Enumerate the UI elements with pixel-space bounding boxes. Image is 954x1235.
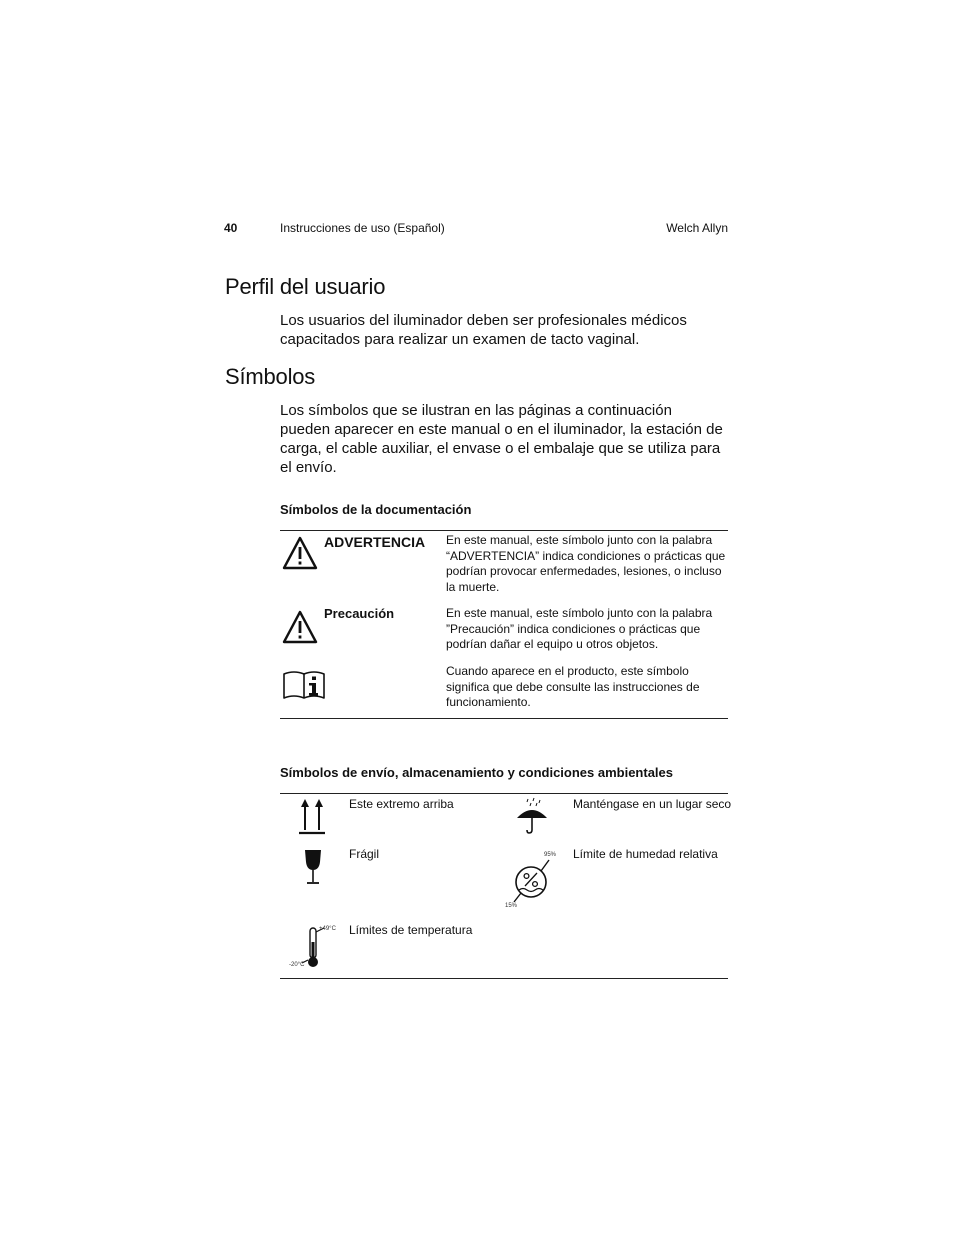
table-top-rule [280,530,728,531]
running-header-brand: Welch Allyn [666,221,728,235]
section-title-symbols: Símbolos [225,364,316,389]
this-way-up-icon [298,798,326,836]
shipping-table-bottom-rule [280,978,728,979]
fragile-label: Frágil [349,847,380,861]
humidity-label: Límite de humedad relativa [573,847,718,861]
this-way-up-label: Este extremo arriba [349,797,454,811]
warning-description: En este manual, este símbolo junto con la palabra “ADVERTENCIA” indica condiciones o prácticas que podrían provocar enfermedades, lesiones, o incluso la muerte. [446,533,726,594]
symbols-paragraph: Los símbolos que se ilustran en las páginas a continuación pueden aparecer en este manual o en el iluminador, la estación de carga, el cable auxiliar, el envase o el embalaje que se utiliza para el envío. [280,402,723,476]
running-header-title: Instrucciones de uso (Español) [280,221,445,235]
caution-triangle-icon [282,609,318,645]
consult-instructions-icon [282,668,326,702]
caution-label: Precaución [324,606,395,621]
temperature-upper-limit: +49°C [319,926,336,932]
shipping-symbols-heading: Símbolos de envío, almacenamiento y condiciones ambientales [280,765,674,780]
temperature-lower-limit: -20°C [289,962,305,968]
umbrella-icon [515,797,549,835]
consult-instructions-description: Cuando aparece en el producto, este símbolo significa que debe consulte las instrucciones de funcionamiento. [446,664,700,709]
section-title-user-profile: Perfil del usuario [225,274,386,299]
table-bottom-rule [280,718,728,719]
fragile-glass-icon [302,848,324,886]
temperature-label: Límites de temperatura [349,923,473,937]
caution-description: En este manual, este símbolo junto con la palabra ”Precaución” indica condiciones o prácticas que podrían dañar el equipo u otros objetos. [446,606,713,651]
page-number: 40 [224,221,238,235]
humidity-upper-limit: 95% [544,852,557,858]
humidity-lower-limit: 15% [505,903,518,909]
warning-triangle-icon [282,535,318,571]
documentation-symbols-heading: Símbolos de la documentación [280,502,472,517]
keep-dry-label: Manténgase en un lugar seco [573,797,732,811]
user-profile-paragraph: Los usuarios del iluminador deben ser profesionales médicos capacitados para realizar un examen de tacto vaginal. [280,312,687,348]
shipping-table-top-rule [280,793,728,794]
warning-label: ADVERTENCIA [324,534,426,550]
